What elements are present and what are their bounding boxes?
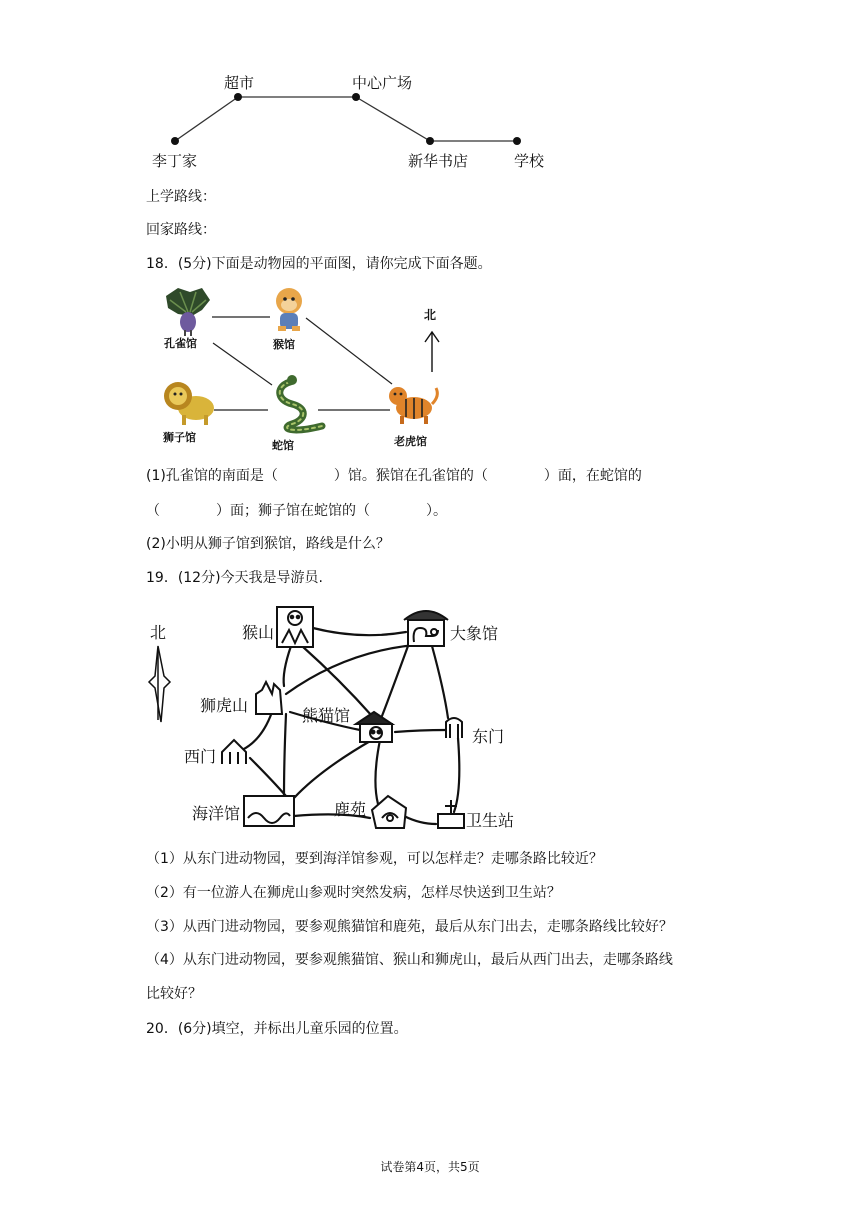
- q18-part1-line1: (1)孔雀馆的南面是（ ）馆。猴馆在孔雀馆的（ ）面，在蛇馆的: [146, 468, 642, 484]
- bookstore-label: 新华书店: [408, 152, 469, 170]
- q18-title: 18．(5分)下面是动物园的平面图，请你完成下面各题。: [146, 256, 492, 272]
- snake-label: 蛇馆: [272, 439, 294, 452]
- clinic-label: 卫生站: [466, 811, 515, 830]
- panda-house-icon: [356, 712, 392, 742]
- to-school-route: 上学路线：: [146, 189, 216, 205]
- west-gate-icon: [222, 740, 246, 764]
- lion-tiger-hill-label: 狮虎山: [200, 696, 249, 715]
- q19-part3: （3）从西门进动物园，要参观熊猫馆和鹿苑，最后从东门出去，走哪条路线比较好？: [146, 919, 673, 935]
- li-home-label: 李丁家: [152, 152, 198, 170]
- school-label: 学校: [514, 152, 545, 170]
- lion-tiger-hill-icon: [256, 682, 282, 714]
- ocean-hall-icon: [244, 796, 294, 826]
- q18-part2: (2)小明从狮子馆到猴馆，路线是什么？: [146, 536, 390, 552]
- q19-part2: （2）有一位游人在狮虎山参观时突然发病，怎样尽快送到卫生站？: [146, 885, 561, 901]
- q20-title: 20．(6分)填空，并标出儿童乐园的位置。: [146, 1021, 408, 1037]
- q19-part4-line2: 比较好？: [146, 986, 202, 1002]
- monkey-label: 猴馆: [273, 338, 295, 351]
- lion-label: 狮子馆: [163, 431, 196, 444]
- q18-part1-line2: （ ）面；狮子馆在蛇馆的（ ）。: [146, 503, 447, 519]
- deer-park-label: 鹿苑: [334, 800, 367, 819]
- q19-part1: （1）从东门进动物园，要到海洋馆参观，可以怎样走？走哪条路比较近？: [146, 851, 603, 867]
- monkey-hill-icon: [277, 607, 313, 647]
- q19-title: 19．(12分)今天我是导游员.: [146, 570, 324, 586]
- clinic-icon: [438, 800, 464, 828]
- tiger-label: 老虎馆: [394, 435, 427, 448]
- north-label-18: 北: [424, 308, 437, 322]
- panda-house-label: 熊猫馆: [302, 706, 351, 725]
- page-footer: 试卷第4页，共5页: [380, 1160, 480, 1174]
- east-gate-label: 东门: [472, 727, 505, 746]
- elephant-house-icon: [404, 611, 448, 646]
- supermarket-label: 超市: [224, 74, 255, 92]
- q19-part4-line1: （4）从东门进动物园，要参观熊猫馆、猴山和狮虎山，最后从西门出去，走哪条路线: [146, 952, 673, 968]
- elephant-house-label: 大象馆: [450, 624, 499, 643]
- compass-icon: [149, 646, 170, 722]
- north-label-19: 北: [150, 623, 167, 642]
- center-square-label: 中心广场: [352, 74, 413, 92]
- west-gate-label: 西门: [184, 747, 217, 766]
- go-home-route: 回家路线：: [146, 222, 216, 238]
- east-gate-icon: [446, 718, 462, 738]
- ocean-hall-label: 海洋馆: [192, 804, 241, 823]
- peacock-label: 孔雀馆: [164, 337, 197, 350]
- monkey-hill-label: 猴山: [242, 623, 275, 642]
